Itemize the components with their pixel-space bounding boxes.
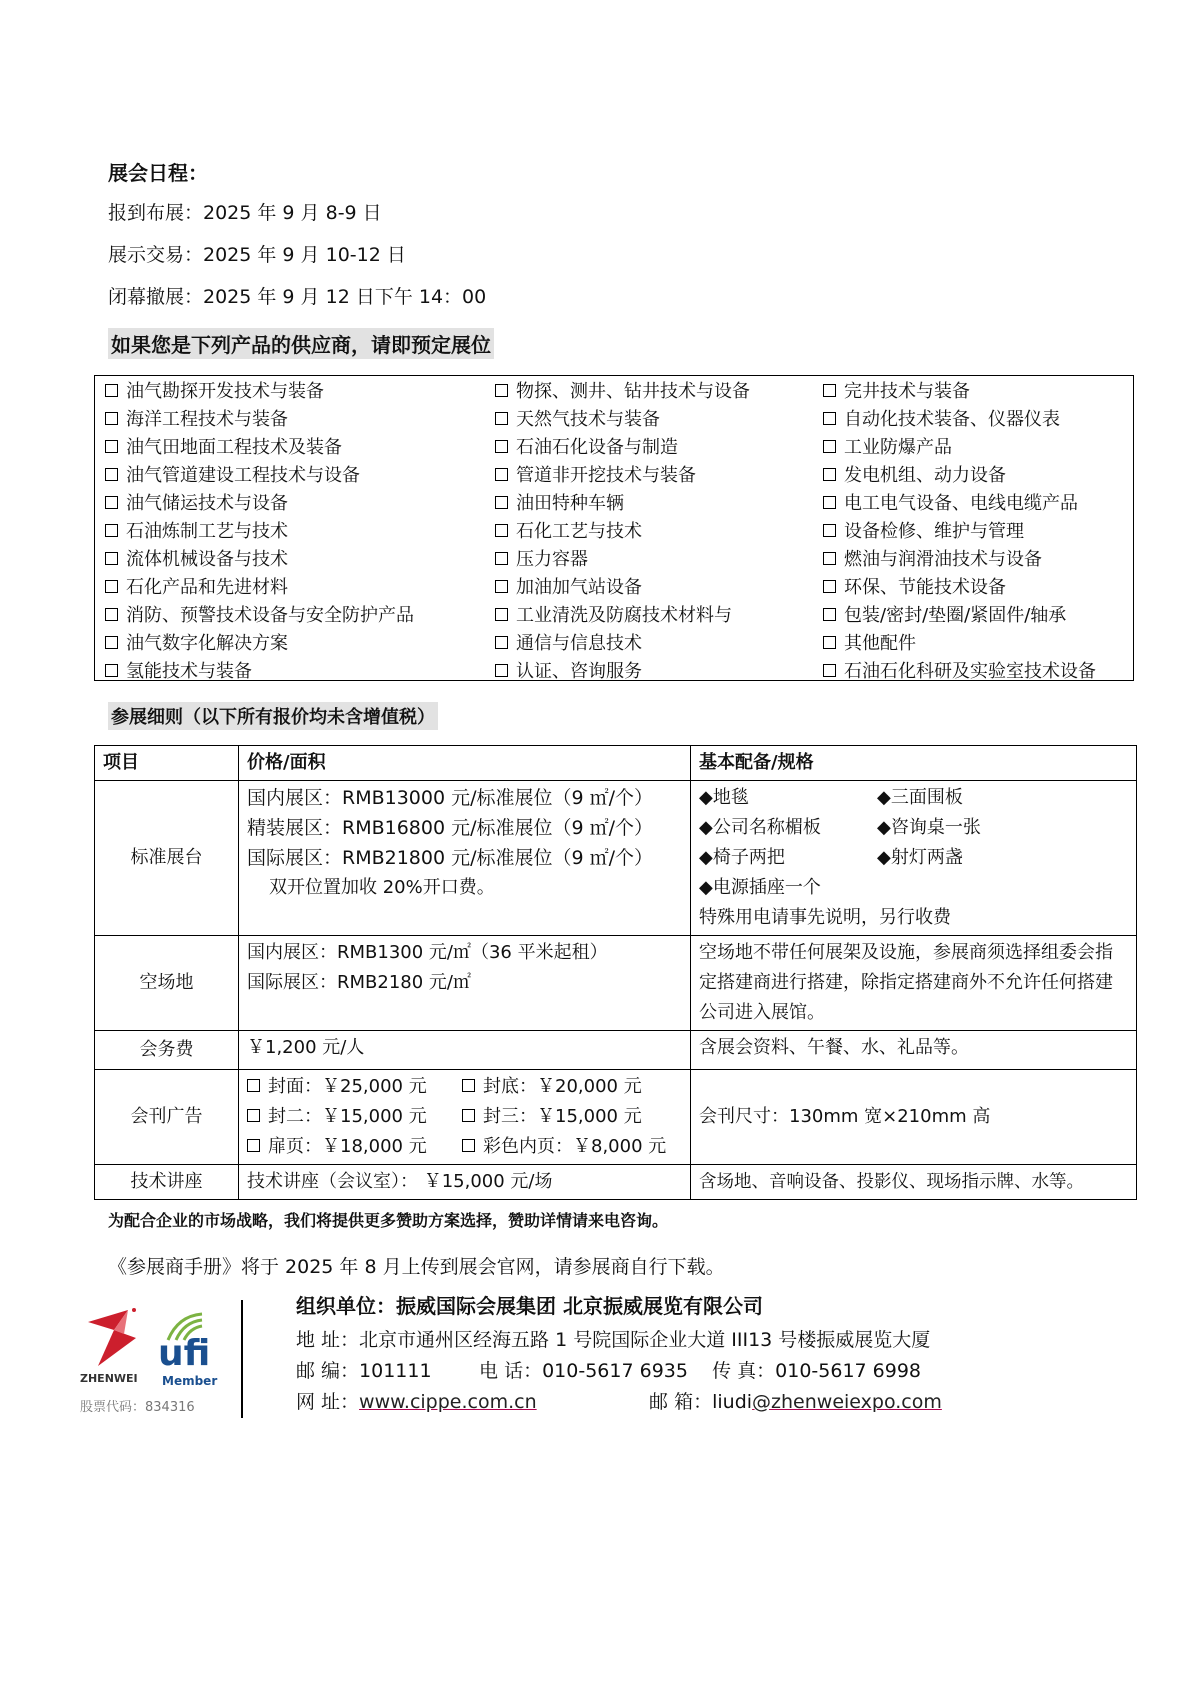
checkbox-icon[interactable] <box>495 412 508 425</box>
equip-carpet: ◆地毯 <box>699 787 749 808</box>
table-row-space <box>95 936 1137 1031</box>
product-label: 油气储运技术与设备 <box>126 493 288 514</box>
product-item[interactable] <box>823 490 1096 518</box>
checkbox-icon[interactable] <box>247 1079 260 1092</box>
standard-prices <box>239 781 691 936</box>
organizer-contact <box>296 1356 921 1383</box>
checkbox-icon[interactable] <box>823 552 836 565</box>
fee-price: ￥1,200 元/人 <box>239 1031 691 1070</box>
ad-inside-front: 封二：￥15,000 元 <box>268 1106 427 1127</box>
organizer-web <box>296 1387 942 1414</box>
product-item[interactable] <box>105 490 414 518</box>
email-user: liudi <box>712 1391 753 1413</box>
checkbox-icon[interactable] <box>495 608 508 621</box>
ufi-wordmark: ufi <box>158 1333 211 1374</box>
ad-inside-back: 封三：￥15,000 元 <box>483 1106 642 1127</box>
ad-color-page: 彩色内页：￥8,000 元 <box>483 1136 667 1157</box>
divider <box>241 1300 243 1418</box>
product-item[interactable] <box>105 378 414 406</box>
product-item[interactable] <box>495 574 750 602</box>
table-row-ads <box>95 1070 1137 1165</box>
price-premium: 精装展区：RMB16800 元/标准展位（9 ㎡/个） <box>247 817 654 839</box>
ad-back-cover: 封底：￥20,000 元 <box>483 1076 642 1097</box>
checkbox-icon[interactable] <box>495 440 508 453</box>
product-item[interactable] <box>105 434 414 462</box>
email-label: 邮 箱： <box>649 1391 713 1413</box>
product-label: 油气数字化解决方案 <box>126 633 288 654</box>
rules-title: 参展细则（以下所有报价均未含增值税） <box>108 702 438 730</box>
product-item[interactable] <box>823 630 1096 658</box>
product-column-2 <box>495 378 750 686</box>
schedule-exhibition: 展示交易：2025 年 9 月 10-12 日 <box>108 244 406 266</box>
schedule-closing: 闭幕撤展：2025 年 9 月 12 日下午 14：00 <box>108 286 487 308</box>
checkbox-icon[interactable] <box>105 384 118 397</box>
product-item[interactable] <box>105 630 414 658</box>
fee-desc: 含展会资料、午餐、水、礼品等。 <box>691 1031 1137 1070</box>
product-label: 石化产品和先进材料 <box>126 577 288 598</box>
checkbox-icon[interactable] <box>105 440 118 453</box>
organizer-address <box>296 1325 930 1352</box>
fax-label: 传 真： <box>712 1360 776 1382</box>
checkbox-icon[interactable] <box>823 580 836 593</box>
checkbox-icon[interactable] <box>495 384 508 397</box>
checkbox-icon[interactable] <box>823 664 836 677</box>
checkbox-icon[interactable] <box>495 552 508 565</box>
fax-value: 010-5617 6998 <box>775 1360 922 1382</box>
product-item[interactable] <box>105 574 414 602</box>
product-label: 加油加气站设备 <box>516 577 642 598</box>
product-item[interactable] <box>823 518 1096 546</box>
product-label: 其他配件 <box>844 633 916 654</box>
product-label: 电工电气设备、电线电缆产品 <box>844 493 1078 514</box>
checkbox-icon[interactable] <box>462 1079 475 1092</box>
product-item[interactable] <box>105 406 414 434</box>
equip-note: 特殊用电请事先说明，另行收费 <box>699 907 951 928</box>
product-checklist <box>94 375 1134 681</box>
standard-booth-label: 标准展台 <box>95 781 239 936</box>
product-item[interactable] <box>105 602 414 630</box>
product-label: 天然气技术与装备 <box>516 409 660 430</box>
schedule-checkin: 报到布展：2025 年 9 月 8-9 日 <box>108 202 382 224</box>
header-price: 价格/面积 <box>239 746 691 781</box>
checkbox-icon[interactable] <box>105 608 118 621</box>
logo-area <box>80 1300 280 1430</box>
product-label: 工业清洗及防腐技术材料与 <box>516 605 732 626</box>
checkbox-icon[interactable] <box>495 524 508 537</box>
space-prices <box>239 936 691 1031</box>
product-label: 环保、节能技术设备 <box>844 577 1006 598</box>
fee-label: 会务费 <box>95 1031 239 1070</box>
website-link[interactable]: www.cippe.com.cn <box>359 1391 537 1413</box>
product-label: 消防、预警技术设备与安全防护产品 <box>126 605 414 626</box>
stock-code: 股票代码：834316 <box>80 1400 195 1415</box>
corner-surcharge: 双开位置加收 20%开口费。 <box>269 877 495 898</box>
product-label: 石油石化科研及实验室技术设备 <box>844 661 1096 682</box>
product-label: 石油石化设备与制造 <box>516 437 678 458</box>
checkbox-icon[interactable] <box>105 636 118 649</box>
table-row-seminar <box>95 1165 1137 1200</box>
product-label: 流体机械设备与技术 <box>126 549 288 570</box>
product-item[interactable] <box>495 378 750 406</box>
price-domestic: 国内展区：RMB13000 元/标准展位（9 ㎡/个） <box>247 787 654 809</box>
checkbox-icon[interactable] <box>823 384 836 397</box>
checkbox-icon[interactable] <box>823 524 836 537</box>
header-item: 项目 <box>95 746 239 781</box>
phone-label: 电 话： <box>479 1360 543 1382</box>
checkbox-icon[interactable] <box>105 496 118 509</box>
product-label: 工业防爆产品 <box>844 437 952 458</box>
product-item[interactable] <box>495 406 750 434</box>
zip-value: 101111 <box>359 1360 432 1382</box>
product-item[interactable] <box>495 462 750 490</box>
checkbox-icon[interactable] <box>823 496 836 509</box>
product-item[interactable] <box>823 658 1096 686</box>
zhenwei-logo-icon <box>84 1304 154 1374</box>
schedule-title: 展会日程： <box>108 161 208 185</box>
checkbox-icon[interactable] <box>495 636 508 649</box>
checkbox-icon[interactable] <box>823 412 836 425</box>
product-item[interactable] <box>105 546 414 574</box>
checkbox-icon[interactable] <box>247 1109 260 1122</box>
product-label: 管道非开挖技术与装备 <box>516 465 696 486</box>
header-equipment: 基本配备/规格 <box>691 746 1137 781</box>
rules-table <box>94 745 1137 1200</box>
checkbox-icon[interactable] <box>823 468 836 481</box>
product-item[interactable] <box>823 602 1096 630</box>
ad-cover: 封面：￥25,000 元 <box>268 1076 427 1097</box>
space-domestic: 国内展区：RMB1300 元/㎡（36 平米起租） <box>247 942 608 963</box>
product-label: 油田特种车辆 <box>516 493 624 514</box>
checkbox-icon[interactable] <box>823 608 836 621</box>
checkbox-icon[interactable] <box>105 580 118 593</box>
product-item[interactable] <box>823 462 1096 490</box>
web-label: 网 址： <box>296 1391 360 1413</box>
equip-panels: ◆三面围板 <box>877 787 963 808</box>
product-item[interactable] <box>105 658 414 686</box>
product-label: 海洋工程技术与装备 <box>126 409 288 430</box>
equip-desk: ◆咨询桌一张 <box>877 817 981 838</box>
product-item[interactable] <box>495 546 750 574</box>
product-item[interactable] <box>823 406 1096 434</box>
product-item[interactable] <box>823 378 1096 406</box>
product-item[interactable] <box>495 658 750 686</box>
table-row-fee <box>95 1031 1137 1070</box>
equip-fascia: ◆公司名称楣板 <box>699 817 821 838</box>
price-international: 国际展区：RMB21800 元/标准展位（9 ㎡/个） <box>247 847 654 869</box>
table-row-standard <box>95 781 1137 936</box>
ads-options <box>239 1070 691 1165</box>
zip-label: 邮 编： <box>296 1360 360 1382</box>
checkbox-icon[interactable] <box>495 496 508 509</box>
seminar-desc: 含场地、音响设备、投影仪、现场指示牌、水等。 <box>691 1165 1137 1200</box>
standard-equipment <box>691 781 1137 936</box>
product-label: 油气田地面工程技术及装备 <box>126 437 342 458</box>
product-label: 石油炼制工艺与技术 <box>126 521 288 542</box>
equip-chairs: ◆椅子两把 <box>699 847 785 868</box>
product-label: 自动化技术装备、仪器仪表 <box>844 409 1060 430</box>
product-label: 油气勘探开发技术与装备 <box>126 381 324 402</box>
zhenwei-wordmark: ZHENWEI <box>80 1372 138 1385</box>
address-value: 北京市通州区经海五路 1 号院国际企业大道 III13 号楼振威展览大厦 <box>359 1329 931 1351</box>
ads-size: 会刊尺寸：130mm 宽×210mm 高 <box>691 1070 1137 1165</box>
organizer-title: 组织单位：振威国际会展集团 北京振威展览有限公司 <box>296 1294 763 1318</box>
product-item[interactable] <box>495 490 750 518</box>
product-column-3 <box>823 378 1096 686</box>
product-label: 石化工艺与技术 <box>516 521 642 542</box>
product-label: 燃油与润滑油技术与设备 <box>844 549 1042 570</box>
product-label: 完井技术与装备 <box>844 381 970 402</box>
product-column-1 <box>105 378 414 686</box>
checkbox-icon[interactable] <box>105 412 118 425</box>
suppliers-title: 如果您是下列产品的供应商，请即预定展位 <box>108 328 494 359</box>
checkbox-icon[interactable] <box>105 664 118 677</box>
product-item[interactable] <box>823 546 1096 574</box>
product-item[interactable] <box>823 574 1096 602</box>
product-label: 包装/密封/垫圈/紧固件/轴承 <box>844 605 1067 626</box>
checkbox-icon[interactable] <box>462 1139 475 1152</box>
product-label: 设备检修、维护与管理 <box>844 521 1024 542</box>
product-label: 发电机组、动力设备 <box>844 465 1006 486</box>
space-international: 国际展区：RMB2180 元/㎡ <box>247 972 471 993</box>
product-item[interactable] <box>495 518 750 546</box>
address-label: 地 址： <box>296 1329 360 1351</box>
product-label: 物探、测井、钻井技术与设备 <box>516 381 750 402</box>
product-item[interactable] <box>823 434 1096 462</box>
seminar-label: 技术讲座 <box>95 1165 239 1200</box>
ufi-member: Member <box>162 1374 218 1388</box>
checkbox-icon[interactable] <box>462 1109 475 1122</box>
checkbox-icon[interactable] <box>495 664 508 677</box>
sponsor-note: 为配合企业的市场战略，我们将提供更多赞助方案选择，赞助详情请来电咨询。 <box>108 1211 669 1230</box>
space-label: 空场地 <box>95 936 239 1031</box>
checkbox-icon[interactable] <box>823 440 836 453</box>
product-item[interactable] <box>105 462 414 490</box>
email-link[interactable]: @zhenweiexpo.com <box>752 1391 942 1413</box>
checkbox-icon[interactable] <box>247 1139 260 1152</box>
product-label: 压力容器 <box>516 549 588 570</box>
product-item[interactable] <box>495 630 750 658</box>
checkbox-icon[interactable] <box>495 580 508 593</box>
product-label: 氢能技术与装备 <box>126 661 252 682</box>
seminar-price: 技术讲座（会议室）： ￥15,000 元/场 <box>239 1165 691 1200</box>
checkbox-icon[interactable] <box>495 468 508 481</box>
handbook-note: 《参展商手册》将于 2025 年 8 月上传到展会官网，请参展商自行下载。 <box>108 1256 725 1278</box>
space-desc: 空场地不带任何展架及设施，参展商须选择组委会指定搭建商进行搭建，除指定搭建商外不允许任何搭建公司进入展馆。 <box>691 936 1137 1031</box>
ads-label: 会刊广告 <box>95 1070 239 1165</box>
product-item[interactable] <box>495 602 750 630</box>
product-label: 油气管道建设工程技术与设备 <box>126 465 360 486</box>
table-header-row <box>95 746 1137 781</box>
equip-socket: ◆电源插座一个 <box>699 877 821 898</box>
product-label: 认证、咨询服务 <box>516 661 642 682</box>
checkbox-icon[interactable] <box>105 524 118 537</box>
checkbox-icon[interactable] <box>105 468 118 481</box>
product-label: 通信与信息技术 <box>516 633 642 654</box>
ad-title-page: 扉页：￥18,000 元 <box>268 1136 427 1157</box>
product-item[interactable] <box>495 434 750 462</box>
equip-spotlights: ◆射灯两盏 <box>877 847 963 868</box>
checkbox-icon[interactable] <box>823 636 836 649</box>
phone-value: 010-5617 6935 <box>542 1360 688 1382</box>
checkbox-icon[interactable] <box>105 552 118 565</box>
product-item[interactable] <box>105 518 414 546</box>
